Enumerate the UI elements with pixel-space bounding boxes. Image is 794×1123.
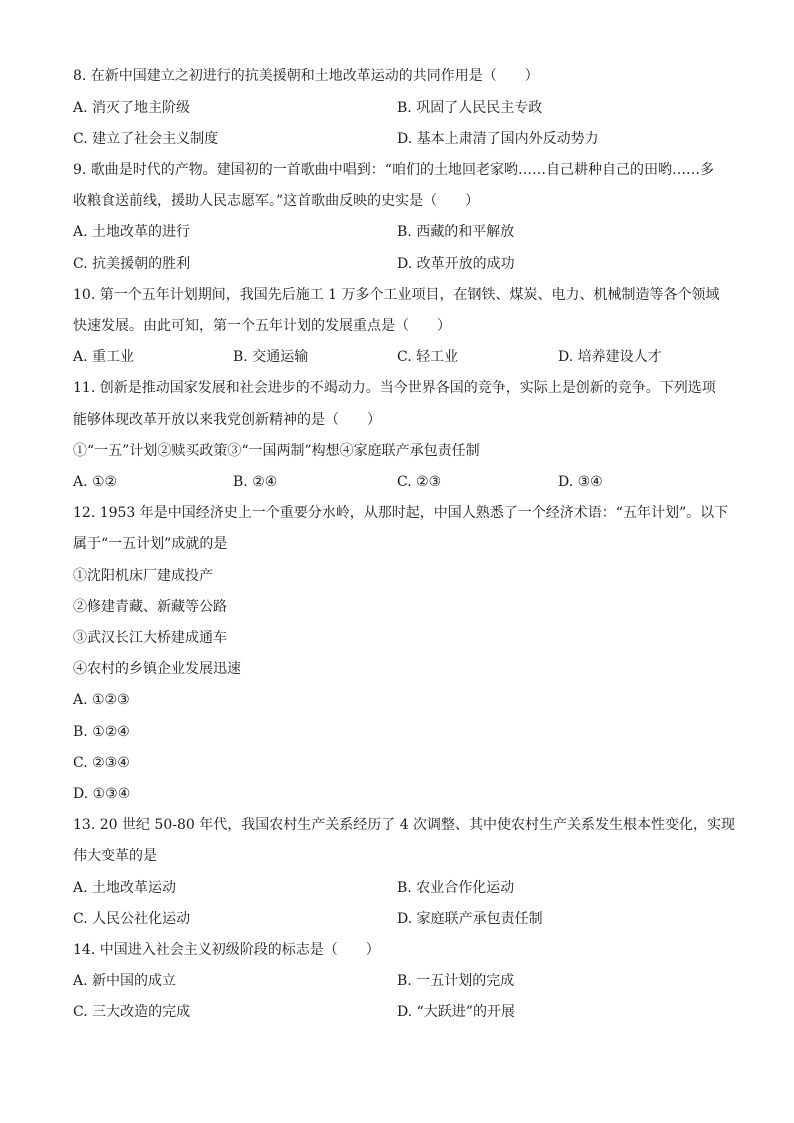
question-8-option-a: A. 消灭了地主阶级: [73, 100, 191, 116]
question-12-option-b: B. ①②④: [73, 724, 130, 740]
question-12-item-2: ②修建青藏、新藏等公路: [73, 599, 227, 615]
question-11-items: ①“一五”计划②赎买政策③“一国两制”构想④家庭联产承包责任制: [73, 443, 480, 459]
question-10-option-d: D. 培养建设人才: [558, 349, 662, 365]
question-12-option-c: C. ②③④: [73, 755, 130, 771]
question-12-item-3: ③武汉长江大桥建成通车: [73, 630, 227, 646]
question-8-option-d: D. 基本上肃清了国内外反动势力: [397, 131, 599, 147]
question-13-option-b: B. 农业合作化运动: [397, 880, 515, 896]
question-9-option-a: A. 土地改革的进行: [73, 224, 191, 240]
question-9-option-d: D. 改革开放的成功: [397, 256, 515, 272]
question-13-stem-line-2: 伟大变革的是: [73, 848, 157, 864]
question-11-stem-line-2: 能够体现改革开放以来我党创新精神的是（ ）: [73, 412, 381, 428]
question-9-option-b: B. 西藏的和平解放: [397, 224, 515, 240]
question-11-option-b: B. ②④: [233, 474, 278, 490]
question-10-stem-line-1: 10. 第一个五年计划期间，我国先后施工 1 万多个工业项目，在钢铁、煤炭、电力、机械制造等各个领域: [73, 287, 720, 303]
question-14-option-d: D. “大跃进”的开展: [397, 1004, 515, 1020]
question-8-option-c: C. 建立了社会主义制度: [73, 131, 219, 147]
question-13-option-a: A. 土地改革运动: [73, 880, 177, 896]
question-11-option-a: A. ①②: [73, 474, 118, 490]
question-10-stem-line-2: 快速发展。由此可知，第一个五年计划的发展重点是（ ）: [73, 318, 451, 334]
question-10-option-b: B. 交通运输: [233, 349, 309, 365]
question-9-option-c: C. 抗美援朝的胜利: [73, 256, 191, 272]
question-12-option-a: A. ①②③: [73, 692, 130, 708]
question-8-stem: 8. 在新中国建立之初进行的抗美援朝和土地改革运动的共同作用是（ ）: [73, 68, 539, 84]
question-8-option-b: B. 巩固了人民民主专政: [397, 100, 543, 116]
question-10-option-c: C. 轻工业: [397, 349, 459, 365]
question-12-option-d: D. ①③④: [73, 786, 131, 802]
question-12-item-1: ①沈阳机床厂建成投产: [73, 568, 213, 584]
question-11-option-d: D. ③④: [558, 474, 603, 490]
question-10-option-a: A. 重工业: [73, 349, 135, 365]
question-12-stem-line-1: 12. 1953 年是中国经济史上一个重要分水岭，从那时起，中国人熟悉了一个经济术语：“五年计划”。以下: [73, 505, 729, 521]
question-13-stem-line-1: 13. 20 世纪 50-80 年代，我国农村生产关系经历了 4 次调整、其中使农村生产关系发生根本性变化，实现: [73, 817, 736, 833]
question-14-option-c: C. 三大改造的完成: [73, 1004, 191, 1020]
question-9-stem-line-1: 9. 歌曲是时代的产物。建国初的一首歌曲中唱到：“咱们的土地回老家哟……自己耕种自己的田哟……多: [73, 162, 714, 178]
question-11-option-c: C. ②③: [397, 474, 442, 490]
question-9-stem-line-2: 收粮食送前线，援助人民志愿军。”这首歌曲反映的史实是（ ）: [73, 193, 480, 209]
question-11-stem-line-1: 11. 创新是推动国家发展和社会进步的不竭动力。当今世界各国的竞争，实际上是创新的竞争。下列选项: [73, 380, 716, 396]
question-12-stem-line-2: 属于“一五计划”成就的是: [73, 536, 228, 552]
question-14-option-b: B. 一五计划的完成: [397, 973, 515, 989]
question-14-stem: 14. 中国进入社会主义初级阶段的标志是（ ）: [73, 942, 380, 958]
question-13-option-c: C. 人民公社化运动: [73, 911, 191, 927]
question-14-option-a: A. 新中国的成立: [73, 973, 177, 989]
question-13-option-d: D. 家庭联产承包责任制: [397, 911, 543, 927]
question-12-item-4: ④农村的乡镇企业发展迅速: [73, 661, 241, 677]
